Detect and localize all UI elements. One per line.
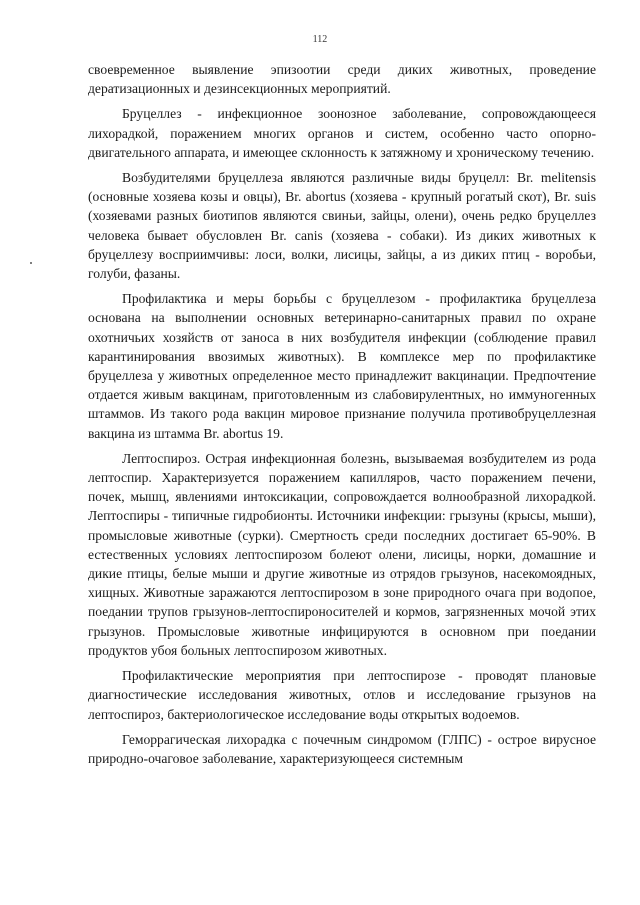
paragraph-brucellosis-prevention: Профилактика и меры борьбы с бруцеллезом - профилактика бруцеллеза основана на выполнении основных ветеринарно-санитарных правил по охране охотничьих хозяйств от заноса в них возбудителя инфекции (соблюдение правил карантинирования ввозимых животных). В комплексе мер по профилактике бруцеллеза у животных определенное место принадлежит вакцинации. Предпочтение отдается живым вакцинам, приготовленным из слабовирулентных, но иммуногенных штаммов. Из такого рода вакцин мировое признание получила противобруцеллезная вакцина из штамма Br. abortus 19. — [88, 291, 596, 441]
paragraph-brucellosis-definition: Бруцеллез - инфекционное зоонозное заболевание, сопровождающееся лихорадкой, поражением многих органов и систем, особенно часто опорно-двигательного аппарата, и имеющее склонность к затяжному и хроническому течению. — [88, 106, 596, 160]
paragraph-hemorrhagic-fever: Геморрагическая лихорадка с почечным синдромом (ГЛПС) - острое вирусное природно-очаговое заболевание, характеризующееся системным — [88, 731, 596, 766]
page-number: 112 — [312, 34, 328, 45]
paragraph-leptospirosis: Лептоспироз. Острая инфекционная болезнь, вызываемая возбудителем из рода лептоспир. Характеризуется поражением капилляров, часто поражением печени, почек, мышц, явлениями интоксикации, сопровождается волнообразной лихорадкой. Лептоспиры - типичные гидробионты. Источники инфекции: грызуны (крысы, мыши), промысловые животные (сурки). Смертность среди последних достигает 65-90%. В естественных условиях лептоспирозом болеют олени, лисицы, норки, домашние и дикие птицы, белые мыши и другие животные из отрядов грызунов, насекомоядных, хищных. Животные заражаются лептоспирозом в зоне природного очага при водопое, поедании трупов грызунов-лептоспироносителей и кормов, загрязненных мочой этих грызунов. Промысловые животные инфицируются в основном при поедании продуктов убоя больных лептоспирозом животных. — [88, 450, 596, 658]
paragraph-brucellosis-pathogens: Возбудителями бруцеллеза являются различные виды бруцелл: Br. melitensis (основные хозяева козы и овцы), Br. abortus (хозяева - крупный рогатый скот), Br. suis (хозяевами разных биотипов являются свиньи, зайцы, олени), очень редко бруцеллез человека бывает обусловлен Br. canis (хозяева - собаки). Из диких животных к бруцеллезу восприимчивы: лоси, волки, лисицы, зайцы, а из диких птиц - воробьи, голуби, фазаны. — [88, 170, 596, 282]
paragraph-leptospirosis-prevention: Профилактические мероприятия при лептоспирозе - проводят плановые диагностические исследования животных, отлов и исследование грызунов на лептоспироз, бактериологическое исследование воды открытых водоемов. — [88, 668, 596, 722]
paragraph-continuation: своевременное выявление эпизоотии среди диких животных, проведение дератизационных и дезинсекционных мероприятий. — [88, 62, 596, 97]
margin-mark — [30, 262, 32, 264]
body-text — [88, 60, 596, 768]
